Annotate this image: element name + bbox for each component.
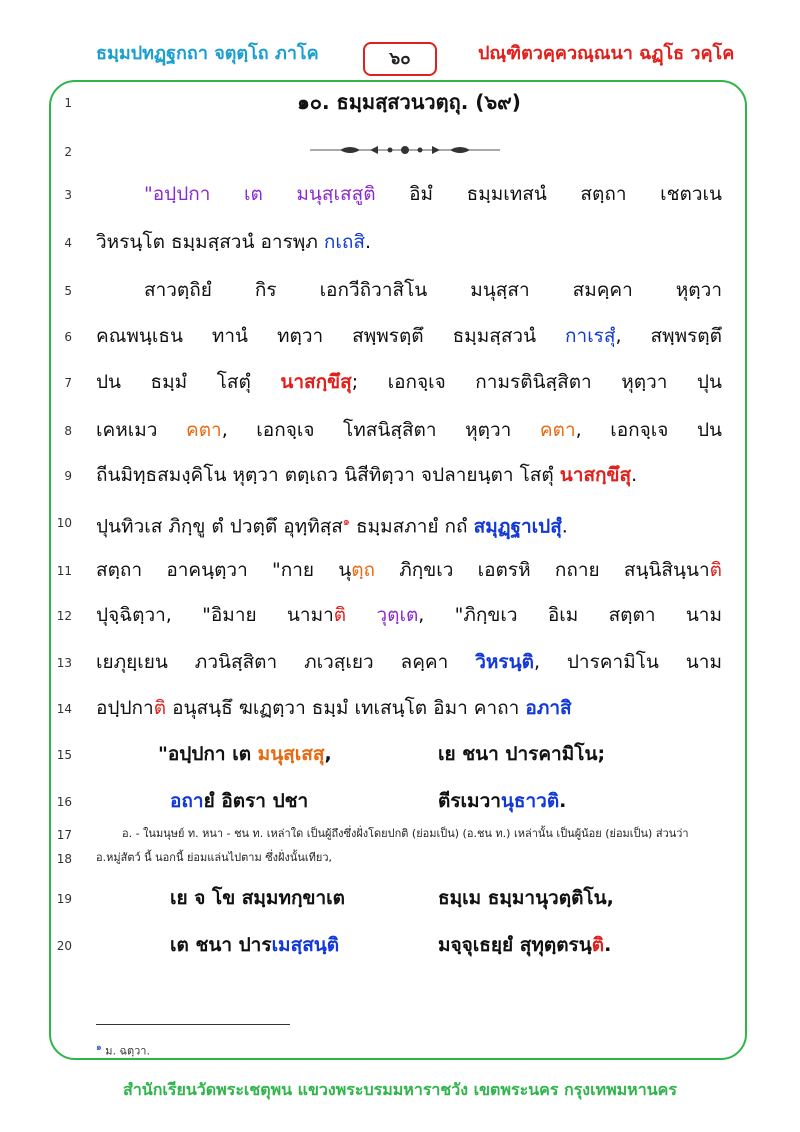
verse-line-19b: ธมฺเม ธมฺมานุวตฺติโน,	[438, 887, 614, 909]
text-span: สตฺถา อาคนฺตฺวา "กาย นุ	[96, 559, 352, 581]
translation-note-18: อ.หมู่สัตว์ นี้ นอกนี้ ย่อมแล่นไปตาม ซึ่งฝั่งนั้นเทียว,	[96, 851, 333, 864]
verse-line-15a	[158, 740, 408, 768]
text-line-9	[96, 461, 722, 489]
text-span	[346, 604, 376, 626]
text-span: "อปฺปกา เต	[158, 743, 258, 765]
line-number: 11	[56, 564, 72, 578]
text-span: ถีนมิทฺธสมงฺคิโน หุตฺวา ตตฺเถว นิสีทิตฺวา จปลายนฺตา โสตุํ	[96, 464, 560, 486]
text-line-3	[96, 180, 722, 208]
footnote-marker: ๑	[342, 515, 350, 528]
text-span: .	[631, 464, 638, 486]
highlight-iti: ติ	[333, 604, 347, 626]
text-span: อปฺปกา	[96, 697, 154, 719]
line-number: 4	[64, 236, 72, 250]
line-number: 9	[64, 469, 72, 483]
text-span: มจฺจุเธยฺยํ สุทุตฺตรนฺ	[438, 934, 592, 956]
translation-note-17: อ. - ในมนุษย์ ท. หนา - ชน ท. เหล่าใด เป็นผู้ถึงซึ่งฝั่งโดยปกติ (ย่อมเป็น) (อ.ชน ท.) เหล่านั้น เป็นผู้น้อย (ย่อมเป็น) ส่วนว่า	[122, 827, 689, 840]
line-number: 5	[64, 284, 72, 298]
text-span: ภิกฺขเว เอตรหิ กถาย สนฺนิสินฺนา	[375, 559, 710, 581]
header-chapter-title: ปณฺฑิตวคฺควณฺณนา ฉฏฺโธ วคฺโค	[478, 43, 735, 64]
text-line-12	[96, 601, 722, 629]
verse-line-16a	[170, 787, 410, 815]
verse-line-15b: เย ชนา ปารคามิโน;	[438, 743, 606, 765]
highlight-word: มนุสฺเสสุ	[257, 743, 325, 765]
text-span: ธมฺมสภายํ กถํ	[349, 515, 474, 538]
line-number: 7	[64, 376, 72, 390]
line-number: 16	[56, 795, 72, 809]
line-number: 18	[56, 852, 72, 866]
highlight-verb: นาสกฺขึสุ	[559, 464, 632, 486]
verse-line-16b	[438, 787, 668, 815]
line-number: 17	[56, 828, 72, 842]
text-span: ยํ อิตรา ปชา	[203, 790, 309, 812]
text-span: ตีรเมวา	[438, 790, 501, 812]
text-span: เต ชนา ปาร	[170, 934, 272, 956]
verse-line-19a: เย จ โข สมฺมทกฺขาเต	[170, 887, 345, 909]
highlight-word: วุตฺเต	[376, 604, 419, 626]
text-line-4	[96, 228, 722, 256]
text-span: อนุสนฺธึ ฆเฏตฺวา ธมฺมํ เทเสนฺโต อิมา คาถา	[166, 697, 526, 719]
line-number: 20	[56, 939, 72, 953]
line-number: 6	[64, 330, 72, 344]
line-number: 10	[56, 516, 72, 530]
footnote-rule	[96, 1024, 290, 1025]
highlight-word: อถา	[170, 790, 204, 812]
text-line-11	[96, 556, 722, 584]
text-span: ปุนทิวเส ภิกฺขู ตํ ปวตฺตึ อุทฺทิสฺส	[96, 515, 343, 538]
footnote	[96, 1040, 150, 1060]
highlight-verb: นาสกฺขึสุ	[280, 371, 352, 393]
ornament-divider	[310, 140, 500, 160]
text-line-5: สาวตฺถิยํ กิร เอกวีถิวาสิโน มนุสฺสา สมคฺคา หุตฺวา	[144, 279, 722, 301]
text-span: , "ภิกฺขเว อิเม สตฺตา นาม	[418, 604, 722, 626]
highlight-verb: นุธาวติ	[500, 790, 560, 812]
footnote-mark: ๑	[96, 1043, 102, 1053]
highlight-word: เม	[271, 934, 291, 956]
text-line-6	[96, 322, 722, 350]
line-number: 1	[64, 96, 72, 110]
line-number: 2	[64, 145, 72, 159]
footnote-text: ม. ฉตฺวา.	[101, 1044, 150, 1058]
text-span: , เอกจฺเจ โทสนิสฺสิตา หุตฺวา	[221, 419, 540, 441]
highlight-verb: คตา	[185, 419, 222, 441]
line-number: 13	[56, 656, 72, 670]
line-number: 15	[56, 748, 72, 762]
highlight-iti: ติ	[153, 697, 167, 719]
text-line-10	[96, 508, 722, 540]
highlight-verb: กาเรสุํ	[565, 325, 616, 347]
verse-line-20a	[170, 931, 410, 959]
highlight-verb: คตา	[539, 419, 576, 441]
text-span: อิมํ ธมฺมเทสนํ สตฺถา เชตวเน	[375, 183, 722, 205]
highlight-verb: สฺสนฺติ	[290, 934, 340, 956]
highlight-verb: สมุฏฺฐาเปสุํ	[473, 515, 562, 538]
highlight-iti: ติ	[591, 934, 605, 956]
header-book-title: ธมฺมปทฏฺฐกถา จตุตฺโถ ภาโค	[96, 43, 319, 64]
text-line-7	[96, 368, 722, 396]
highlight-word: ตฺถ	[351, 559, 376, 581]
line-number: 8	[64, 424, 72, 438]
text-span: , ปารคามิโน นาม	[533, 651, 722, 673]
text-line-8	[96, 416, 722, 444]
quote-opening: "อปฺปกา เต มนุสฺเสสูติ	[144, 183, 376, 205]
text-span: .	[365, 231, 372, 253]
text-span: .	[561, 515, 568, 538]
footer-institution: สำนักเรียนวัดพระเชตุพน แขวงพระบรมมหาราชวัง เขตพระนคร กรุงเทพมหานคร	[123, 1080, 677, 1099]
text-span: วิหรนฺโต ธมฺมสฺสวนํ อารพฺภ	[96, 231, 324, 253]
text-span: ; เอกจฺเจ กามรตินิสฺสิตา หุตฺวา ปุน	[351, 371, 722, 393]
line-number: 3	[64, 188, 72, 202]
text-span: เยภุยฺเยน ภวนิสฺสิตา ภเวสฺเยว ลคฺคา	[96, 651, 476, 673]
text-span: ,	[324, 743, 332, 765]
highlight-verb: วิหรนฺติ	[475, 651, 534, 673]
story-title: ๑๐. ธมฺมสฺสวนวตฺถุ. (๖๙)	[297, 90, 521, 114]
highlight-verb: กเถสิ	[323, 231, 365, 253]
text-span: ปน ธมฺมํ โสตุํ	[96, 371, 281, 393]
line-number: 19	[56, 892, 72, 906]
text-span: , เอกจฺเจ ปน	[575, 419, 722, 441]
highlight-verb: อภาสิ	[525, 697, 572, 719]
text-span: คณพนฺเธน ทานํ ทตฺวา สพฺพรตฺตึ ธมฺมสฺสวนํ	[96, 325, 566, 347]
text-line-13	[96, 648, 722, 676]
page-number: ๖๐	[363, 42, 437, 76]
text-span: , สพฺพรตฺตึ	[615, 325, 722, 347]
line-number: 12	[56, 609, 72, 623]
line-number: 14	[56, 702, 72, 716]
text-span: ปุจฺฉิตฺวา, "อิมาย นามา	[96, 604, 334, 626]
highlight-iti: ติ	[709, 559, 723, 581]
text-span: .	[559, 790, 567, 812]
verse-line-20b	[438, 931, 668, 959]
text-span: .	[604, 934, 612, 956]
text-line-14	[96, 694, 722, 722]
text-span: เคหเมว	[96, 419, 186, 441]
